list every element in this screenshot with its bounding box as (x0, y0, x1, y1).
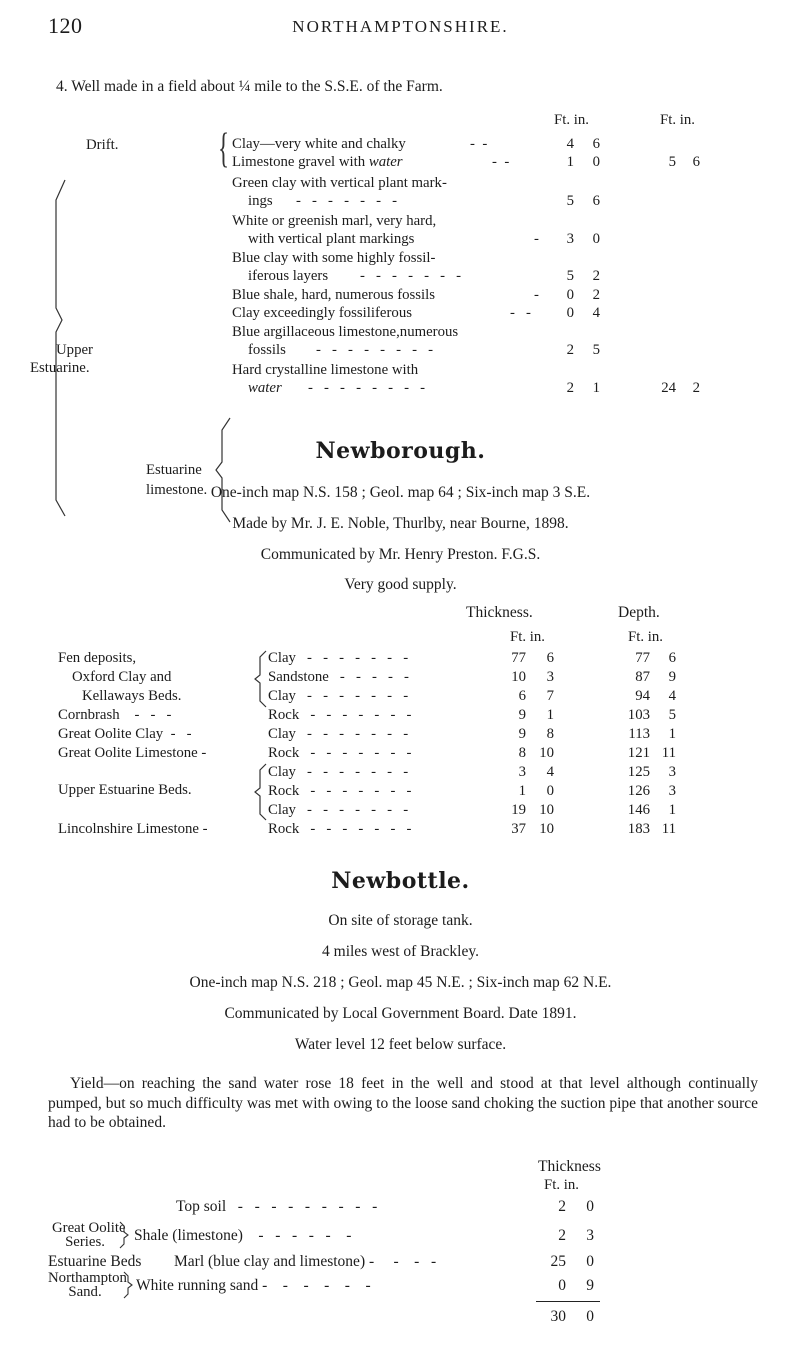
newbottle-row-ft: 0 (558, 1277, 566, 1294)
newborough-made-by: Made by Mr. J. E. Noble, Thurlby, near Bourne, 1898. (232, 515, 569, 532)
newbottle-site: On site of storage tank. (328, 912, 473, 929)
newbottle-row-desc: White running sand - - - - - - (136, 1277, 371, 1294)
well4-row-5-in: 2 (592, 268, 600, 284)
table-row-tft: 37 (511, 821, 526, 837)
newborough-supply: Very good supply. (344, 576, 457, 593)
group-upper: Upper (56, 342, 93, 358)
page-number: 120 (48, 13, 83, 38)
table-row-din: 3 (668, 764, 676, 780)
table-row-dft: 77 (635, 650, 650, 666)
well4-row-9-desc-2: water (248, 380, 282, 396)
newbottle-row-in: 9 (586, 1277, 594, 1294)
newbottle-communicated: Communicated by Local Government Board. Date 1891. (224, 1005, 577, 1022)
table-row-tin: 10 (539, 745, 554, 761)
newbottle-row-ft: 2 (558, 1198, 566, 1215)
table-row-tin: 6 (546, 650, 554, 666)
table-row-tft: 3 (518, 764, 526, 780)
well-4-title: 4. Well made in a field about ¼ mile to the S.S.E. of the Farm. (56, 78, 443, 95)
brace-fen (250, 649, 270, 709)
group-kellaways: Kellaways Beds. (82, 688, 182, 704)
table-row-din: 5 (668, 707, 676, 723)
newbottle-map-line: One-inch map N.S. 218 ; Geol. map 45 N.E. ; Six-inch map 62 N.E. (189, 974, 612, 991)
table-row-din: 6 (668, 650, 676, 666)
leader-dots: - - - - - - - (296, 193, 398, 209)
well4-row-7-ft: 0 (566, 305, 574, 321)
table-row-din: 1 (668, 802, 676, 818)
well4-row-4-desc-1: White or greenish marl, very hard, (232, 213, 437, 229)
col-header-depth-ft-in: Ft. in. (628, 629, 663, 645)
well4-total-1-in: 6 (692, 154, 700, 170)
table-row-rock: Clay - - - - - - - (268, 650, 409, 666)
newbottle-row-in: 3 (586, 1227, 594, 1244)
leader-dots: - - (470, 136, 488, 152)
leader-dots: - - (510, 305, 531, 321)
group-drift: Drift. (86, 137, 119, 153)
table-row-dft: 103 (627, 707, 650, 723)
newbottle-row-in: 0 (586, 1253, 594, 1270)
well4-row-5-desc-1: Blue clay with some highly fossil- (232, 250, 436, 266)
well4-total-2-ft: 24 (661, 380, 676, 396)
table-row-din: 4 (668, 688, 676, 704)
col-header-ft-in: Ft. in. (544, 1177, 579, 1193)
table-row-tft: 9 (518, 726, 526, 742)
group-great-oolite-limestone: Great Oolite Limestone - (58, 745, 207, 761)
well4-row-3-ft: 5 (566, 193, 574, 209)
total-rule (536, 1301, 600, 1302)
table-row-din: 3 (668, 783, 676, 799)
well4-row-9-in: 1 (592, 380, 600, 396)
leader-dots: - - (492, 154, 510, 170)
leader-dots: - - - - - - - - (308, 380, 426, 396)
table-row-rock: Rock - - - - - - - (268, 745, 412, 761)
group-estuarine-limestone-2: limestone. (146, 482, 208, 498)
table-row-dft: 126 (627, 783, 650, 799)
newbottle-group-estuarine: Estuarine Beds (48, 1253, 142, 1270)
group-cornbrash: Cornbrash - - - (58, 707, 172, 723)
newborough-heading: Newborough. (315, 438, 486, 464)
table-row-din: 9 (668, 669, 676, 685)
table-row-rock: Clay - - - - - - - (268, 802, 409, 818)
table-row-tin: 10 (539, 821, 554, 837)
well4-row-6-in: 2 (592, 287, 600, 303)
group-great-oolite-clay: Great Oolite Clay - - (58, 726, 192, 742)
table-row-rock: Rock - - - - - - - (268, 783, 412, 799)
col-header-ft-in-total: Ft. in. (660, 112, 695, 128)
bracket-estuarine-limestone (210, 416, 234, 524)
newbottle-row-desc: Shale (limestone) - - - - - - (134, 1227, 352, 1244)
col-header-thickness: Thickness (538, 1158, 601, 1175)
table-row-tft: 1 (518, 783, 526, 799)
well4-row-9-desc-1: Hard crystalline limestone with (232, 362, 419, 378)
well4-row-7-desc: Clay exceedingly fossiliferous (232, 305, 412, 321)
brace-drift: { (218, 126, 230, 172)
well4-row-4-in: 0 (592, 231, 600, 247)
well4-total-1-ft: 5 (668, 154, 676, 170)
table-row-din: 11 (661, 745, 676, 761)
table-row-tft: 6 (518, 688, 526, 704)
table-row-dft: 183 (627, 821, 650, 837)
well4-row-3-desc-2: ings (248, 193, 273, 209)
table-row-rock: Clay - - - - - - - (268, 688, 409, 704)
well4-row-7-in: 4 (592, 305, 600, 321)
well4-row-3-in: 6 (592, 193, 600, 209)
table-row-rock: Sandstone - - - - - (268, 669, 409, 685)
newbottle-row-ft: 25 (550, 1253, 566, 1270)
well4-row-5-desc-2: iferous layers (248, 268, 329, 284)
table-row-tin: 3 (546, 669, 554, 685)
table-row-rock: Rock - - - - - - - (268, 821, 412, 837)
newbottle-group-great-oolite: Great Oolite Series. (52, 1220, 126, 1250)
well4-row-2-desc: Limestone gravel with water (232, 154, 403, 170)
table-row-din: 11 (661, 821, 676, 837)
group-estuarine: Estuarine. (30, 360, 90, 376)
well4-row-5-ft: 5 (566, 268, 574, 284)
col-header-thickness: Thickness. (466, 604, 533, 621)
table-row-rock: Clay - - - - - - - (268, 764, 409, 780)
newbottle-heading: Newbottle. (331, 868, 470, 894)
newbottle-yield-paragraph: Yield—on reaching the sand water rose 18 feet in the well and stood at that level although continually pumped, but so much difficulty was met with owing to the loose sand choking the suction pipe that another source had to be obtained. (48, 1075, 758, 1131)
group-lincolnshire-limestone: Lincolnshire Limestone - (58, 821, 208, 837)
table-row-tft: 77 (511, 650, 526, 666)
table-row-dft: 113 (628, 726, 650, 742)
table-row-rock: Clay - - - - - - - (268, 726, 409, 742)
table-row-dft: 146 (627, 802, 650, 818)
brace-upper-estuarine (250, 762, 270, 822)
newbottle-row-desc: Top soil - - - - - - - - - (176, 1198, 378, 1215)
table-row-tft: 19 (511, 802, 526, 818)
brace-northampton (122, 1270, 136, 1300)
well4-row-8-desc-2: fossils (248, 342, 286, 358)
table-row-tin: 7 (546, 688, 554, 704)
well4-row-2-in: 0 (592, 154, 600, 170)
running-head: NORTHAMPTONSHIRE. (292, 17, 509, 36)
group-estuarine-limestone-1: Estuarine (146, 462, 202, 478)
col-header-depth: Depth. (618, 604, 660, 621)
table-row-rock: Rock - - - - - - - (268, 707, 412, 723)
well4-row-1-in: 6 (592, 136, 600, 152)
newbottle-location: 4 miles west of Brackley. (322, 943, 479, 960)
well4-row-1-ft: 4 (566, 136, 574, 152)
table-row-dft: 94 (635, 688, 650, 704)
well4-row-1-desc: Clay—very white and chalky (232, 136, 406, 152)
table-row-dft: 125 (627, 764, 650, 780)
newbottle-total-in: 0 (586, 1308, 594, 1325)
well4-row-4-desc-2: with vertical plant markings (248, 231, 415, 247)
newborough-communicated: Communicated by Mr. Henry Preston. F.G.S. (260, 546, 541, 563)
newborough-map-line: One-inch map N.S. 158 ; Geol. map 64 ; Six-inch map 3 S.E. (210, 484, 591, 501)
table-row-tin: 10 (539, 802, 554, 818)
newbottle-total-ft: 30 (550, 1308, 566, 1325)
well4-row-6-ft: 0 (566, 287, 574, 303)
newbottle-row-desc: Marl (blue clay and limestone) - - - - (174, 1253, 437, 1270)
well4-row-8-ft: 2 (566, 342, 574, 358)
leader-dots: - - - - - - - - (316, 342, 434, 358)
table-row-tin: 4 (546, 764, 554, 780)
table-row-din: 1 (668, 726, 676, 742)
leader-dots: - - - - - - - (360, 268, 462, 284)
newbottle-row-in: 0 (586, 1198, 594, 1215)
newbottle-row-ft: 2 (558, 1227, 566, 1244)
newbottle-group-northampton: Northampton Sand. (48, 1270, 127, 1300)
table-row-tin: 8 (546, 726, 554, 742)
leader-dots: - (534, 287, 539, 303)
well4-row-2-ft: 1 (566, 154, 574, 170)
leader-dots: - (534, 231, 539, 247)
well4-row-3-desc-1: Green clay with vertical plant mark- (232, 175, 447, 191)
well4-total-2-in: 2 (692, 380, 700, 396)
group-fen-deposits: Fen deposits, (58, 650, 137, 666)
col-header-thickness-ft-in: Ft. in. (510, 629, 545, 645)
group-upper-estuarine-beds: Upper Estuarine Beds. (58, 782, 192, 798)
table-row-tin: 1 (546, 707, 554, 723)
table-row-tin: 0 (546, 783, 554, 799)
col-header-ft-in: Ft. in. (554, 112, 589, 128)
table-row-dft: 87 (635, 669, 650, 685)
table-row-tft: 8 (518, 745, 526, 761)
well4-row-8-in: 5 (592, 342, 600, 358)
table-row-tft: 9 (518, 707, 526, 723)
brace-great-oolite (118, 1220, 132, 1250)
well4-row-8-desc-1: Blue argillaceous limestone,numerous (232, 324, 459, 340)
well4-row-6-desc: Blue shale, hard, numerous fossils (232, 287, 436, 303)
table-row-dft: 121 (627, 745, 650, 761)
table-row-tft: 10 (511, 669, 526, 685)
well4-row-4-ft: 3 (566, 231, 574, 247)
newbottle-water-level: Water level 12 feet below surface. (294, 1036, 507, 1053)
group-oxford-clay: Oxford Clay and (72, 669, 172, 685)
well4-row-9-ft: 2 (566, 380, 574, 396)
